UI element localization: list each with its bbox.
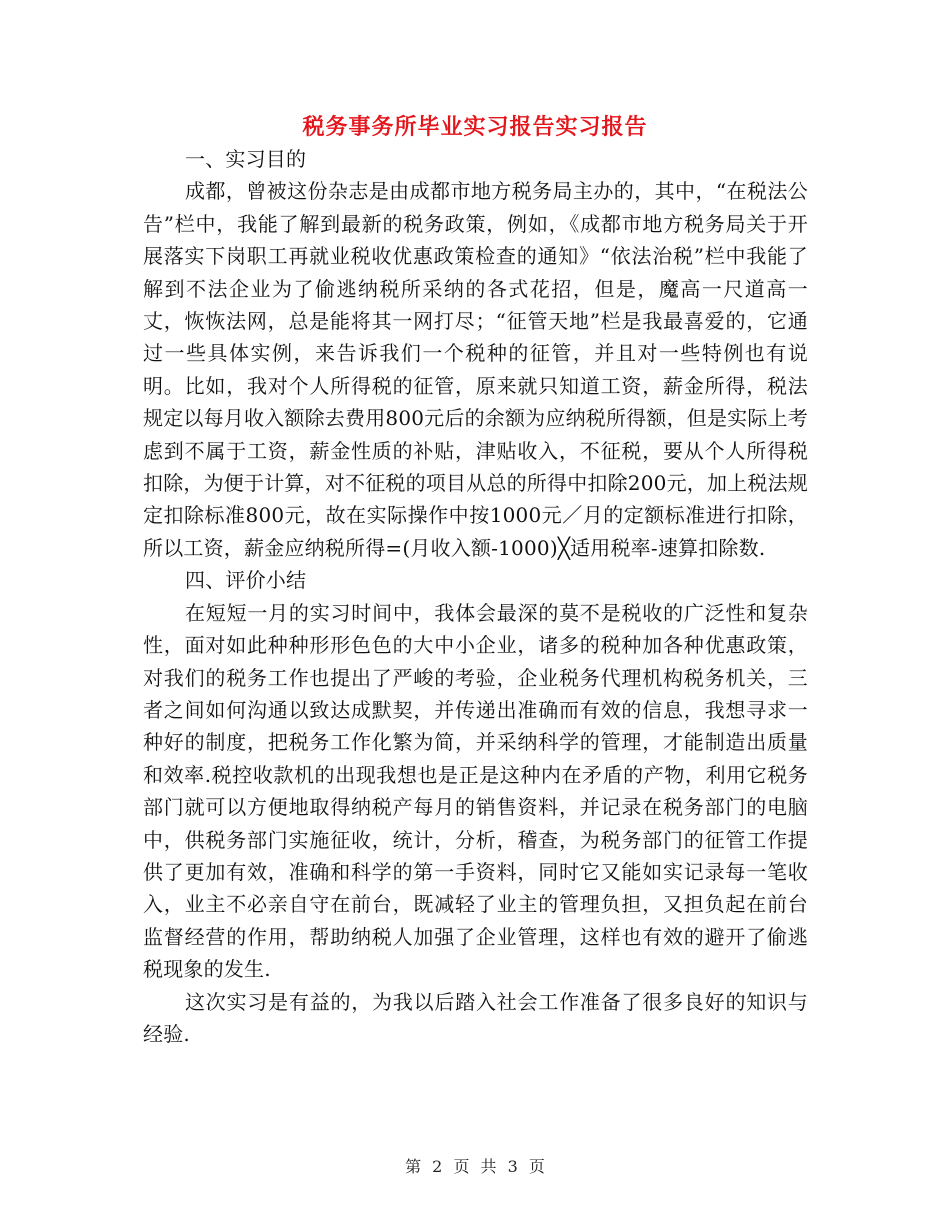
paragraph-conclusion: 这次实习是有益的，为我以后踏入社会工作准备了很多良好的知识与经验. <box>143 989 808 1046</box>
paragraph-summary: 在短短一月的实习时间中，我体会最深的莫不是税收的广泛性和复杂性，面对如此种种形形色色的大中小企业，诸多的税种加各种优惠政策，对我们的税务工作也提出了严峻的考验，企业税务代理机构税务机关，三者之间如何沟通以致达成默契，并传递出准确而有效的信息，我想寻求一种好的制度，把税务工作化繁为简，并采纳科学的管理，才能制造出质量和效率.税控收款机的出现我想也是正是这种内在矛盾的产物，利用它税务部门就可以方便地取得纳税产每月的销售资料，并记录在税务部门的电脑中，供税务部门实施征收，统计，分析，稽查，为税务部门的征管工作提供了更加有效，准确和科学的第一手资料，同时它又能如实记录每一笔收入，业主不必亲自守在前台，既减轻了业主的管理负担，又担负起在前台监督经营的作用，帮助纳税人加强了企业管理，这样也有效的避开了偷逃税现象的发生. <box>143 600 808 982</box>
paragraph-purpose: 成都，曾被这份杂志是由成都市地方税务局主办的，其中，“在税法公告”栏中，我能了解到最新的税务政策，例如，《成都市地方税务局关于开展落实下岗职工再就业税收优惠政策检查的通知》“依法治税”栏中我能了解到不法企业为了偷逃纳税所采纳的各式花招，但是，魔高一尺道高一丈，恢恢法网，总是能将其一网打尽；“征管天地”栏是我最喜爱的，它通过一些具体实例，来告诉我们一个税种的征管，并且对一些特例也有说明。比如，我对个人所得税的征管，原来就只知道工资，薪金所得，税法规定以每月收入额除去费用800元后的余额为应纳税所得额，但是实际上考虑到不属于工资，薪金性质的补贴，津贴收入，不征税，要从个人所得税扣除，为便于计算，对不征税的项目从总的所得中扣除200元，加上税法规定扣除标准800元，故在实际操作中按1000元／月的定额标准进行扣除，所以工资，薪金应纳税所得=(月收入额-1000)╳适用税率-速算扣除数. <box>143 179 808 560</box>
document-title: 税务事务所毕业实习报告实习报告 <box>302 115 648 140</box>
page-footer: 第 2 页 共 3 页 <box>405 1157 545 1176</box>
section-heading-purpose: 一、实习目的 <box>185 147 307 171</box>
section-heading-summary: 四、评价小结 <box>185 568 307 593</box>
document-body <box>143 143 808 1050</box>
